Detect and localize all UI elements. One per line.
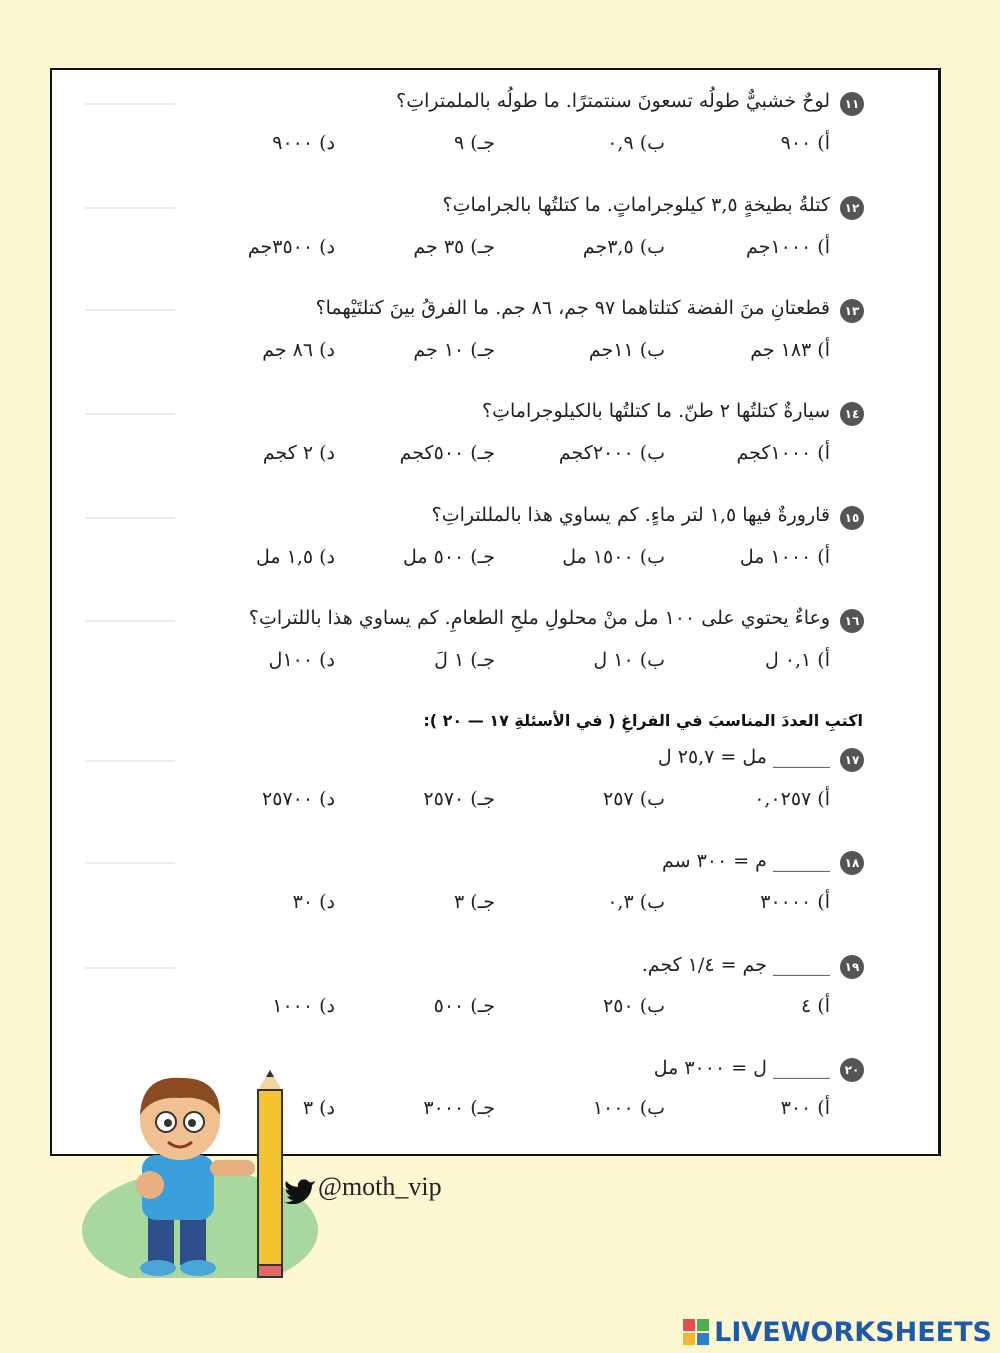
question-16-option-b[interactable]: ب) ١٠ ل: [593, 649, 665, 671]
question-16-stem: وعاءٌ يحتوي على ١٠٠ مل منْ محلولِ ملحِ الطعامِ. كم يساوي هذا باللتراتِ؟: [248, 607, 830, 629]
kid-with-pencil-illustration: [80, 1060, 320, 1285]
question-18-option-c[interactable]: جـ) ٣: [454, 891, 495, 913]
liveworksheets-brand-text: LIVEWORKSHEETS: [714, 1316, 992, 1348]
question-number-16: ١٦: [840, 609, 864, 633]
question-18-option-a[interactable]: أ) ٣٠٠٠٠: [760, 891, 830, 913]
question-12-stem: كتلةُ بطيخةٍ ٣,٥ كيلوجراماتٍ. ما كتلتُها بالجراماتِ؟: [442, 194, 830, 216]
question-14-option-d[interactable]: د) ٢ كجم: [262, 442, 335, 464]
twitter-bird-icon: [284, 1178, 316, 1204]
ghost-line: [85, 620, 175, 622]
question-17-option-b[interactable]: ب) ٢٥٧: [603, 788, 665, 810]
question-11-option-a[interactable]: أ) ٩٠٠: [780, 132, 830, 154]
liveworksheets-icon: [682, 1318, 710, 1346]
question-15-option-b[interactable]: ب) ١٥٠٠ مل: [562, 546, 665, 568]
twitter-handle[interactable]: @moth_vip: [318, 1172, 442, 1201]
question-20-option-d[interactable]: د) ٣: [302, 1097, 335, 1119]
question-19-option-c[interactable]: جـ) ٥٠٠: [433, 995, 495, 1017]
question-20-stem: ______ ل = ٣٠٠٠ مل: [653, 1057, 830, 1079]
question-14-stem: سيارةٌ كتلتُها ٢ طنّ. ما كتلتُها بالكيلوجراماتِ؟: [482, 400, 830, 422]
question-13-option-d[interactable]: د) ٨٦ جم: [262, 339, 335, 361]
question-12-option-a[interactable]: أ) ١٠٠٠جم: [746, 236, 830, 258]
question-19-option-d[interactable]: د) ١٠٠٠: [272, 995, 335, 1017]
question-11-option-c[interactable]: جـ) ٩: [454, 132, 495, 154]
question-number-14: ١٤: [840, 402, 864, 426]
question-12-option-d[interactable]: د) ٣٥٠٠جم: [247, 236, 335, 258]
question-20-option-c[interactable]: جـ) ٣٠٠٠: [423, 1097, 495, 1119]
question-11-stem: لوحٌ خشبيٌّ طولُه تسعونَ سنتمترًا. ما طولُه بالملمتراتِ؟: [396, 90, 830, 112]
question-number-11: ١١: [840, 92, 864, 116]
question-number-19: ١٩: [840, 955, 864, 979]
ghost-line: [85, 517, 175, 519]
question-16-option-a[interactable]: أ) ٠,١ ل: [764, 649, 830, 671]
liveworksheets-logo[interactable]: [682, 1316, 992, 1348]
question-14-option-c[interactable]: جـ) ٥٠٠كجم: [399, 442, 495, 464]
question-20-option-b[interactable]: ب) ١٠٠٠: [592, 1097, 665, 1119]
question-17-option-a[interactable]: أ) ٠,٠٢٥٧: [754, 788, 830, 810]
question-number-20: ٢٠: [840, 1058, 864, 1082]
question-16-option-c[interactable]: جـ) ١ لَ: [434, 649, 495, 671]
question-17-option-d[interactable]: د) ٢٥٧٠٠: [262, 788, 335, 810]
ghost-line: [85, 413, 175, 415]
question-13-option-a[interactable]: أ) ١٨٣ جم: [750, 339, 830, 361]
question-13-option-c[interactable]: جـ) ١٠ جم: [413, 339, 495, 361]
question-18-option-b[interactable]: ب) ٠,٣: [607, 891, 665, 913]
question-13-option-b[interactable]: ب) ١١جم: [588, 339, 665, 361]
question-18-option-d[interactable]: د) ٣٠: [292, 891, 335, 913]
ghost-line: [85, 760, 175, 762]
question-20-option-a[interactable]: أ) ٣٠٠: [780, 1097, 830, 1119]
question-number-12: ١٢: [840, 196, 864, 220]
question-number-13: ١٣: [840, 299, 864, 323]
question-11-option-d[interactable]: د) ٩٠٠٠: [272, 132, 335, 154]
ghost-line: [85, 862, 175, 864]
question-number-18: ١٨: [840, 851, 864, 875]
question-19-stem: ______ جم = ١/٤ كجم.: [641, 954, 830, 976]
fill-in-instruction: اكتبِ العددَ المناسبَ في الفراغِ ( في الأسئلةِ ١٧ — ٢٠ ):: [423, 711, 863, 730]
question-11-option-b[interactable]: ب) ٠,٩: [607, 132, 665, 154]
ghost-line: [85, 309, 175, 311]
question-15-option-a[interactable]: أ) ١٠٠٠ مل: [739, 546, 830, 568]
question-19-option-a[interactable]: أ) ٤: [801, 995, 830, 1017]
question-15-option-c[interactable]: جـ) ٥٠٠ مل: [403, 546, 495, 568]
question-15-stem: قارورةٌ فيها ١,٥ لتر ماءٍ. كم يساوي هذا بالمللتراتِ؟: [431, 504, 830, 526]
question-19-option-b[interactable]: ب) ٢٥٠: [603, 995, 665, 1017]
question-17-option-c[interactable]: جـ) ٢٥٧٠: [423, 788, 495, 810]
question-13-stem: قطعتانِ منَ الفضة كتلتاهما ٩٧ جم، ٨٦ جم. ما الفرقُ بينَ كتلتَيْهما؟: [315, 297, 830, 319]
question-18-stem: ______ م = ٣٠٠ سم: [661, 850, 830, 872]
question-number-15: ١٥: [840, 506, 864, 530]
ghost-line: [85, 207, 175, 209]
question-16-option-d[interactable]: د) ١٠٠ل: [268, 649, 335, 671]
ghost-line: [85, 967, 175, 969]
question-14-option-a[interactable]: أ) ١٠٠٠كجم: [736, 442, 830, 464]
question-12-option-b[interactable]: ب) ٣,٥جم: [582, 236, 665, 258]
question-14-option-b[interactable]: ب) ٢٠٠٠كجم: [558, 442, 665, 464]
question-number-17: ١٧: [840, 748, 864, 772]
question-15-option-d[interactable]: د) ١,٥ مل: [256, 546, 335, 568]
ghost-line: [85, 103, 175, 105]
question-17-stem: ______ مل = ٢٥,٧ ل: [657, 746, 830, 768]
question-12-option-c[interactable]: جـ) ٣٥ جم: [413, 236, 495, 258]
